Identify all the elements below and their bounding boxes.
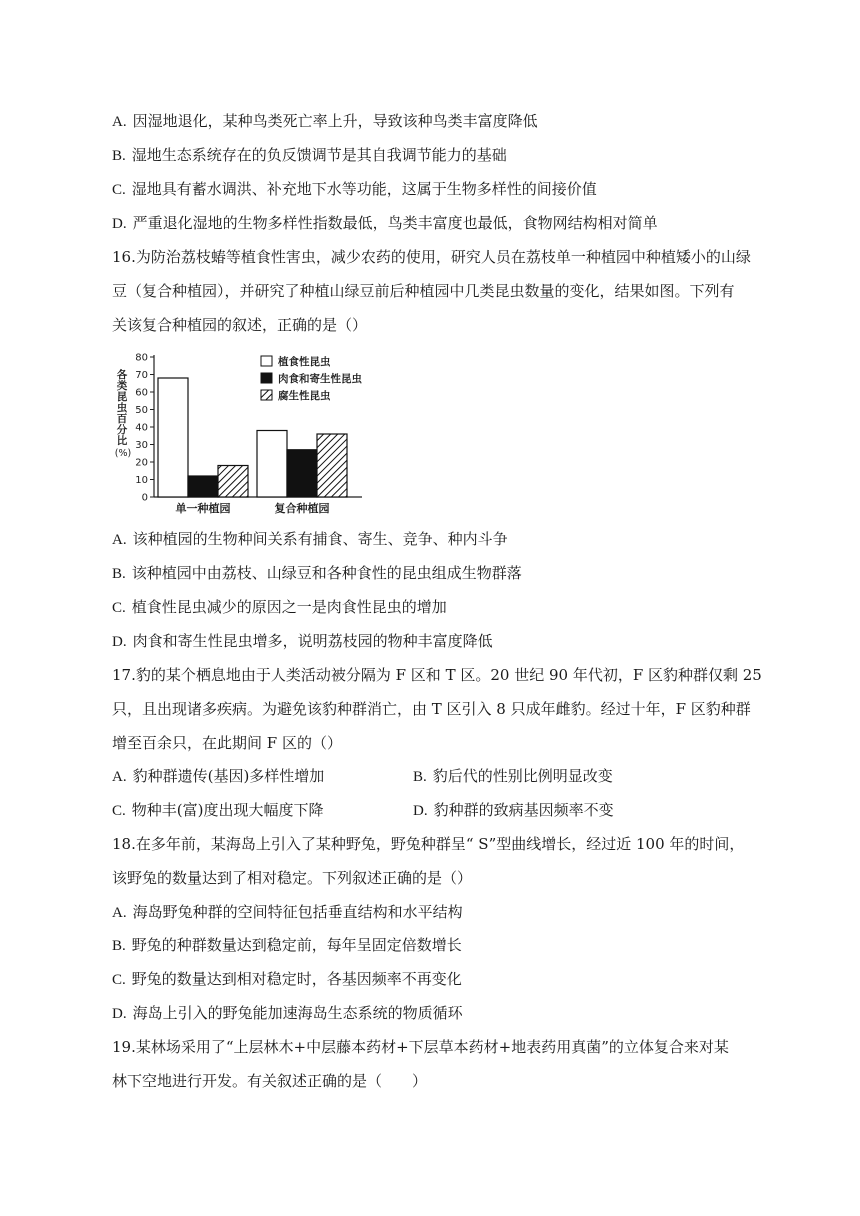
y-axis-label-unit: (%)	[114, 448, 132, 459]
y-tick-label: 30	[135, 440, 148, 451]
q19-stem-line-2: 林下空地进行开发。有关叙述正确的是（ ）	[112, 1072, 428, 1090]
y-tick-label: 20	[135, 457, 148, 469]
q16-option-a	[112, 529, 508, 550]
y-tick-label: 70	[135, 370, 148, 381]
legend-label: 植食性昆虫	[278, 356, 331, 368]
y-axis-label-char: 昆	[116, 391, 128, 403]
q15-option-d	[112, 213, 658, 234]
option-text: 湿地生态系统存在的负反馈调节是其自我调节能力的基础	[131, 146, 507, 164]
q17-stem-line-1: 17.豹的某个栖息地由于人类活动被分隔为 F 区和 T 区。20 世纪 90 年代初，F 区豹种群仅剩 25	[112, 666, 762, 684]
option-label: B.	[112, 566, 126, 582]
option-text: 因湿地退化，某种鸟类死亡率上升，导致该种鸟类丰富度降低	[132, 112, 538, 130]
option-label: A.	[112, 114, 127, 130]
legend-swatch	[261, 356, 272, 366]
q17-option-d: D. 豹种群的致病基因频率不变	[413, 801, 614, 819]
y-axis-label-char: 虫	[116, 402, 128, 414]
option-text: 严重退化湿地的生物多样性指数最低，鸟类丰富度也最低，食物网结构相对简单	[132, 214, 658, 232]
option-text: 植食性昆虫减少的原因之一是肉食性昆虫的增加	[131, 598, 447, 616]
q16-option-d	[112, 631, 493, 652]
x-axis-categories	[176, 501, 330, 515]
bar-single-0	[158, 378, 188, 497]
q19-stem-line-1: 19.某林场采用了“上层林木+中层藤本药材+下层草本药材+地表药用真菌”的立体复合来对某	[112, 1038, 729, 1056]
y-tick-label: 10	[135, 475, 148, 486]
x-category-label: 复合种植园	[274, 502, 330, 515]
q15-option-c	[112, 179, 597, 200]
q16-option-b	[112, 563, 522, 584]
option-label: C.	[112, 182, 126, 198]
bar-single-1	[188, 476, 218, 497]
q17-stem-line-3: 增至百余只，在此期间 F 区的（）	[112, 734, 342, 752]
y-axis-label-char: 百	[116, 413, 128, 425]
y-axis-label	[115, 368, 131, 459]
bar-single-2	[218, 466, 248, 498]
option-text: 该种植园中由荔枝、山绿豆和各种食性的昆虫组成生物群落	[131, 564, 522, 582]
q18-stem-line-2: 该野兔的数量达到了相对稳定。下列叙述正确的是（）	[112, 869, 473, 887]
option-label: B.	[112, 148, 126, 164]
q16-stem-line-1: 16.为防治荔枝蝽等植食性害虫，减少农药的使用，研究人员在荔枝单一种植园中种植矮小的山绿	[112, 248, 751, 266]
insect-percentage-bar-chart	[110, 350, 410, 518]
y-axis-label-char: 比	[116, 435, 128, 447]
q16-option-c	[112, 597, 447, 618]
y-axis-label-char: 各	[116, 369, 128, 381]
q18-option-b: B. 野兔的种群数量达到稳定前，每年呈固定倍数增长	[112, 936, 462, 954]
legend-label: 腐生性昆虫	[278, 390, 331, 402]
q18-option-a: A. 海岛野兔种群的空间特征包括垂直结构和水平结构	[112, 903, 463, 921]
q18-stem-line-1: 18.在多年前，某海岛上引入了某种野兔，野兔种群呈“ S”型曲线增长，经过近 100 年的时间，	[112, 835, 745, 853]
option-label: A.	[112, 532, 127, 548]
option-text: 肉食和寄生性昆虫增多，说明荔枝园的物种丰富度降低	[132, 632, 493, 650]
q17-option-row-1	[112, 766, 324, 787]
bar-composite-0	[257, 431, 287, 498]
legend-label: 肉食和寄生性昆虫	[278, 373, 362, 385]
bar-composite-2	[317, 434, 347, 497]
q18-option-c: C. 野兔的数量达到相对稳定时，各基因频率不再变化	[112, 970, 462, 988]
y-tick-label: 50	[135, 405, 148, 416]
option-label: C.	[112, 600, 126, 616]
y-tick-label: 0	[141, 492, 148, 504]
option-label: D.	[112, 216, 127, 232]
y-tick-label: 40	[135, 422, 148, 434]
bar-composite-1	[287, 450, 317, 497]
y-tick-label: 60	[135, 387, 148, 399]
q16-stem-line-2: 豆（复合种植园），并研究了种植山绿豆前后种植园中几类昆虫数量的变化，结果如图。下列有	[112, 282, 735, 300]
option-text: 该种植园的生物种间关系有捕食、寄生、竞争、种内斗争	[132, 530, 508, 548]
q18-option-d: D. 海岛上引入的野兔能加速海岛生态系统的物质循环	[112, 1004, 463, 1022]
y-axis-label-char: 类	[116, 380, 128, 392]
option-label: D.	[112, 634, 127, 650]
chart-legend	[261, 355, 362, 402]
q15-option-b	[112, 145, 507, 166]
q17-option-a: A. 豹种群遗传(基因)多样性增加	[112, 767, 325, 785]
y-tick-label: 80	[135, 352, 148, 364]
x-category-label: 单一种植园	[175, 502, 231, 515]
y-axis-label-char: 分	[116, 424, 128, 436]
legend-swatch	[261, 373, 272, 383]
q15-option-a	[112, 111, 538, 132]
q17-option-b: B. 豹后代的性别比例明显改变	[413, 767, 613, 785]
legend-swatch	[261, 390, 272, 400]
q17-option-c: C. 物种丰(富)度出现大幅度下降	[112, 801, 324, 819]
q16-stem-line-3: 关该复合种植园的叙述，正确的是（）	[112, 316, 368, 334]
option-text: 湿地具有蓄水调洪、补充地下水等功能，这属于生物多样性的间接价值	[131, 180, 597, 198]
q17-stem-line-2: 只，且出现诸多疾病。为避免该豹种群消亡，由 T 区引入 8 只成年雌豹。经过十年，F 区豹种群	[112, 700, 751, 718]
